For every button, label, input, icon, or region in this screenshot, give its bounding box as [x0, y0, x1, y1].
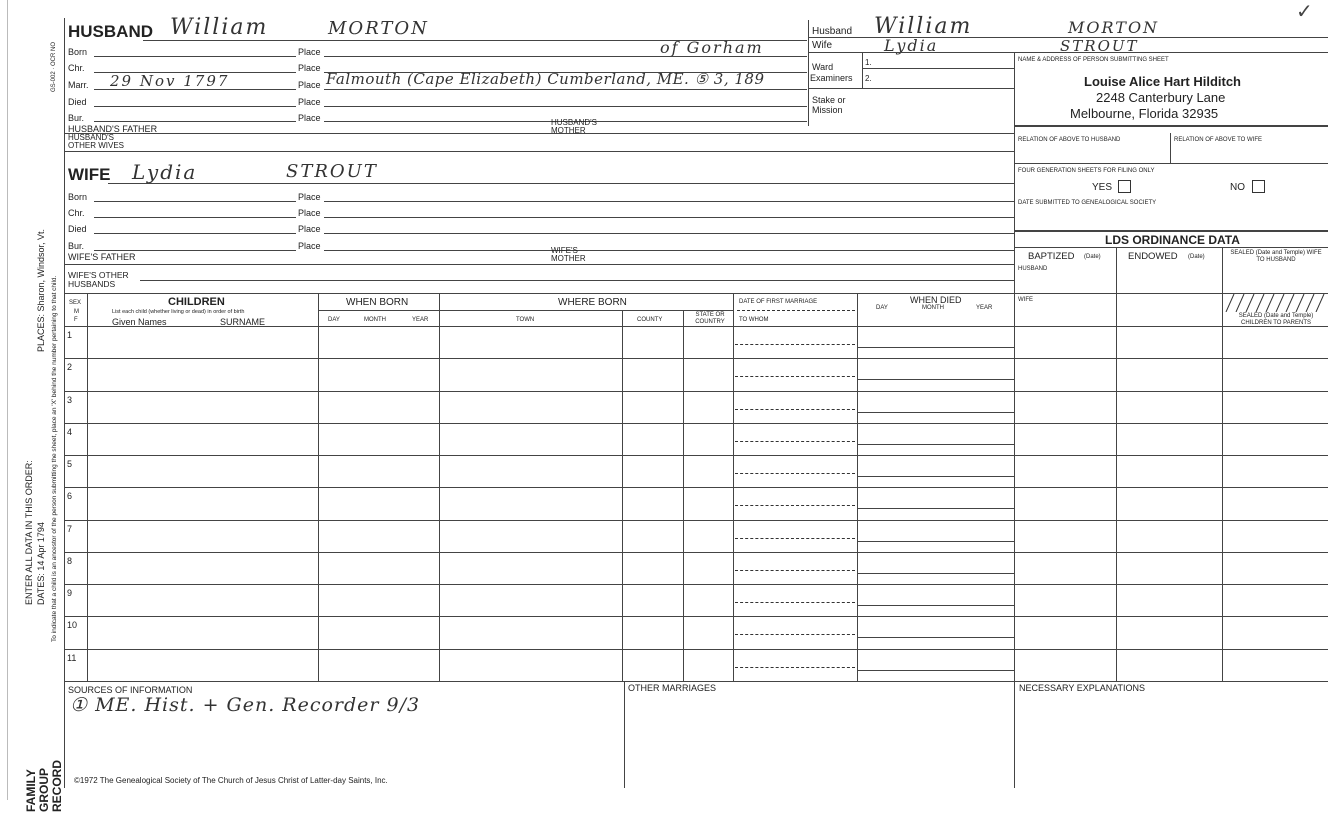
wife-died-place-line — [324, 233, 1014, 234]
right-wife-given[interactable]: Lydia — [884, 36, 939, 55]
given-names-label: Given Names — [112, 317, 167, 327]
examiner-1: 1. — [865, 58, 872, 67]
four-generation-label: FOUR GENERATION SHEETS FOR FILING ONLY — [1018, 168, 1155, 174]
endowed-date-label: (Date) — [1188, 254, 1205, 260]
child-marriage-dash — [735, 409, 855, 410]
child-row-number: 3 — [67, 395, 73, 405]
child-marriage-dash — [735, 505, 855, 506]
submitter-label: NAME & ADDRESS OF PERSON SUBMITTING SHEET — [1018, 57, 1169, 63]
child-marriage-dash — [735, 570, 855, 571]
wife-heading: WIFE — [68, 165, 111, 184]
right-husband-label: Husband — [812, 26, 853, 37]
husband-marr-place[interactable]: Falmouth (Cape Elizabeth) Cumberland, ME. ⑤ 3, 189 — [326, 70, 765, 88]
child-died-line — [857, 347, 1014, 348]
wife-father-line — [64, 264, 1014, 265]
child-died-line — [857, 670, 1014, 671]
wife-father-label: WIFE'S FATHER — [68, 252, 136, 262]
husband-chr-label: Chr. — [68, 63, 85, 73]
examiners-bottom-line — [808, 88, 1014, 89]
lds-husband-row: HUSBAND — [1018, 266, 1048, 272]
born-month-label: MONTH — [364, 317, 386, 323]
sealed-children-label: SEALED (Date and Temple) CHILDREN TO PARENTS — [1238, 313, 1314, 326]
wife-other-husbands-label: WIFE'S OTHER HUSBANDS — [68, 270, 129, 289]
county-label: COUNTY — [637, 317, 663, 323]
child-died-line — [857, 541, 1014, 542]
child-marriage-dash — [735, 602, 855, 603]
wife-mother-label: WIFE'S MOTHER — [551, 246, 586, 263]
table-row — [64, 423, 1328, 424]
necessary-explanations-label: NECESSARY EXPLANATIONS — [1019, 683, 1146, 693]
child-marriage-dash — [735, 441, 855, 442]
examiner-1-line — [862, 68, 1014, 69]
mission-label: Mission — [812, 105, 843, 115]
stake-label: Stake or — [812, 95, 846, 105]
town-label: TOWN — [516, 317, 535, 323]
child-row-number: 4 — [67, 427, 73, 437]
child-died-line — [857, 605, 1014, 606]
husband-bur-label: Bur. — [68, 113, 85, 123]
husband-surname[interactable]: MORTON — [328, 18, 429, 39]
lds-wife-row: WIFE — [1018, 297, 1033, 303]
form-code: GS-002 · OCR NO — [51, 41, 57, 92]
sealed-wife-label: SEALED (Date and Temple) WIFE TO HUSBAND — [1230, 250, 1322, 263]
state-country-label: STATE OR COUNTRY — [695, 312, 725, 325]
husband-marr-place-line — [324, 89, 807, 90]
left-margin-rule — [7, 0, 8, 800]
surname-label: SURNAME — [220, 317, 266, 327]
child-row-number: 1 — [67, 330, 73, 340]
relation-to-husband: RELATION OF ABOVE TO HUSBAND — [1018, 137, 1121, 143]
first-marriage-label: DATE OF FIRST MARRIAGE — [739, 299, 818, 305]
sex-m-label: M — [74, 309, 79, 315]
date-submitted-label: DATE SUBMITTED TO GENEALOGICAL SOCIETY — [1018, 200, 1157, 206]
child-row-number: 5 — [67, 459, 73, 469]
husband-chr-place-label: Place — [298, 63, 321, 73]
wife-chr-label: Chr. — [68, 208, 85, 218]
husband-other-wives-line — [64, 151, 1014, 152]
other-marriages-label: OTHER MARRIAGES — [628, 683, 717, 693]
no-checkbox[interactable] — [1252, 180, 1265, 193]
wife-bur-place-label: Place — [298, 241, 321, 251]
dates-example: DATES: 14 Apr 1794 — [36, 522, 46, 605]
no-label: NO — [1230, 182, 1245, 193]
first-marriage-dash — [737, 310, 855, 311]
submitter-bottom-line — [1014, 125, 1328, 127]
husband-born-label: Born — [68, 47, 88, 57]
born-day-label: DAY — [328, 317, 340, 323]
child-row-number: 2 — [67, 362, 73, 372]
husband-bur-date-line — [94, 121, 296, 122]
sources-label: SOURCES OF INFORMATION — [68, 685, 193, 695]
county-divider — [683, 310, 684, 681]
baptized-label: BAPTIZED — [1028, 251, 1075, 262]
wife-given-name[interactable]: Lydia — [132, 160, 198, 184]
child-died-line — [857, 444, 1014, 445]
child-died-line — [857, 379, 1014, 380]
copyright: ©1972 The Genealogical Society of The Church of Jesus Christ of Latter-day Saints, Inc. — [74, 776, 388, 785]
husband-father-line — [64, 133, 1014, 134]
submitter-name[interactable]: Louise Alice Hart Hilditch — [1084, 74, 1241, 89]
children-heading: CHILDREN — [168, 296, 225, 308]
table-row — [64, 455, 1328, 456]
sex-f-label: F — [74, 317, 78, 323]
checkmark-icon: ✓ — [1296, 1, 1313, 23]
born-year-label: YEAR — [412, 317, 429, 323]
right-husband-surname[interactable]: MORTON — [1068, 18, 1160, 37]
child-row-number: 8 — [67, 556, 73, 566]
when-born-label: WHEN BORN — [346, 297, 409, 308]
enter-all-instruction: ENTER ALL DATA IN THIS ORDER: — [24, 460, 34, 605]
husband-given-name[interactable]: William — [170, 15, 269, 40]
child-marriage-dash — [735, 376, 855, 377]
lds-title-line — [1014, 247, 1328, 248]
form-title-record: RECORD — [50, 759, 64, 812]
husband-born-place[interactable]: of Gorham — [660, 38, 764, 57]
lds-header-bottom-line — [1014, 326, 1328, 327]
table-row — [64, 616, 1328, 617]
died-month-label: MONTH — [922, 305, 944, 311]
husband-other-wives-label: HUSBAND'S OTHER WIVES — [68, 133, 125, 150]
table-row — [64, 520, 1328, 521]
to-whom-label: TO WHOM — [739, 317, 769, 323]
examiner-2: 2. — [865, 74, 872, 83]
wife-born-date-line — [94, 201, 296, 202]
child-died-line — [857, 573, 1014, 574]
child-marriage-dash — [735, 667, 855, 668]
child-died-line — [857, 476, 1014, 477]
child-row-number: 9 — [67, 588, 73, 598]
table-row — [64, 552, 1328, 553]
wife-born-place-line — [324, 201, 1014, 202]
form-title-family: FAMILY — [24, 769, 38, 812]
sources-value[interactable]: ① ME. Hist. + Gen. Recorder 9/3 — [70, 694, 421, 716]
child-marriage-dash — [735, 538, 855, 539]
wife-bur-label: Bur. — [68, 241, 85, 251]
children-instruction: List each child (whether living or dead) in order of birth — [112, 309, 245, 315]
endowed-label: ENDOWED — [1128, 251, 1178, 262]
husband-mother-label: HUSBAND'S MOTHER — [551, 118, 597, 135]
child-died-line — [857, 412, 1014, 413]
children-header-bottom-line — [64, 326, 1014, 327]
where-born-label: WHERE BORN — [558, 297, 627, 308]
ward-label: Ward — [812, 62, 834, 72]
wife-bur-place-line — [324, 250, 1014, 251]
table-row — [64, 649, 1328, 650]
child-marriage-dash — [735, 344, 855, 345]
husband-bur-place-label: Place — [298, 113, 321, 123]
places-example: PLACES: Sharon, Windsor, Vt. — [36, 228, 46, 352]
where-born-line — [439, 310, 733, 311]
when-died-label: WHEN DIED — [910, 295, 962, 305]
lds-top-line — [1014, 230, 1328, 232]
husband-died-place-label: Place — [298, 97, 321, 107]
husband-heading: HUSBAND — [68, 22, 153, 41]
wife-chr-place-line — [324, 217, 1014, 218]
husband-born-place-label: Place — [298, 47, 321, 57]
relation-divider — [1170, 133, 1171, 163]
wife-died-label: Died — [68, 224, 87, 234]
other-marriages-divider — [624, 681, 625, 788]
child-died-line — [857, 637, 1014, 638]
baptized-date-label: (Date) — [1084, 254, 1101, 260]
wife-surname[interactable]: STROUT — [286, 161, 378, 182]
relation-to-wife: RELATION OF ABOVE TO WIFE — [1174, 137, 1263, 143]
ancestor-note: To indicate that a child is an ancestor of the person submitting the sheet, place an 'X' behind the number pertaining to that child. — [51, 275, 58, 642]
lds-ordinance-title: LDS ORDINANCE DATA — [1105, 233, 1240, 247]
ward-divider — [862, 52, 863, 88]
yes-checkbox[interactable] — [1118, 180, 1131, 193]
child-row-number: 6 — [67, 491, 73, 501]
table-row — [64, 487, 1328, 488]
husband-born-date-line — [94, 56, 296, 57]
wife-born-label: Born — [68, 192, 88, 202]
husband-marr-date[interactable]: 29 Nov 1797 — [110, 72, 230, 90]
table-row — [64, 391, 1328, 392]
wife-died-place-label: Place — [298, 224, 321, 234]
wife-died-date-line — [94, 233, 296, 234]
husband-died-date-line — [94, 106, 296, 107]
town-divider — [622, 310, 623, 681]
sex-label: SEX — [69, 300, 82, 306]
child-row-number: 11 — [67, 653, 77, 663]
wife-chr-date-line — [94, 217, 296, 218]
husband-father-label: HUSBAND'S FATHER — [68, 124, 158, 134]
right-wife-surname[interactable]: STROUT — [1060, 37, 1139, 55]
died-year-label: YEAR — [976, 305, 993, 311]
wife-bur-date-line — [94, 250, 296, 251]
children-top-line — [64, 293, 1328, 294]
right-header-divider — [808, 20, 809, 126]
examiners-label: Examiners — [810, 73, 853, 83]
child-marriage-dash — [735, 634, 855, 635]
relation-bottom-line — [1014, 163, 1328, 164]
children-bottom-line — [64, 681, 1328, 682]
submitter-street[interactable]: 2248 Canterbury Lane — [1096, 90, 1226, 105]
submitter-city[interactable]: Melbourne, Florida 32935 — [1070, 106, 1219, 121]
right-wife-label: Wife — [812, 40, 832, 51]
child-row-number: 10 — [67, 620, 78, 630]
right-wife-line — [808, 52, 1328, 53]
died-day-label: DAY — [876, 305, 888, 311]
table-row — [64, 358, 1328, 359]
husband-died-label: Died — [68, 97, 87, 107]
husband-marr-place-label: Place — [298, 80, 321, 90]
husband-died-place-line — [324, 106, 807, 107]
child-died-line — [857, 508, 1014, 509]
sealed-hatch-icon — [1224, 294, 1328, 312]
child-marriage-dash — [735, 473, 855, 474]
right-husband-given[interactable]: William — [874, 14, 973, 39]
wife-name-line — [108, 183, 1014, 184]
wife-chr-place-label: Place — [298, 208, 321, 218]
husband-marr-label: Marr. — [68, 80, 89, 90]
yes-label: YES — [1092, 182, 1113, 193]
wife-other-husbands-line — [140, 280, 1014, 281]
when-born-line — [318, 310, 439, 311]
wife-born-place-label: Place — [298, 192, 321, 202]
child-row-number: 7 — [67, 524, 73, 534]
form-title-group: GROUP — [37, 767, 51, 812]
table-row — [64, 584, 1328, 585]
